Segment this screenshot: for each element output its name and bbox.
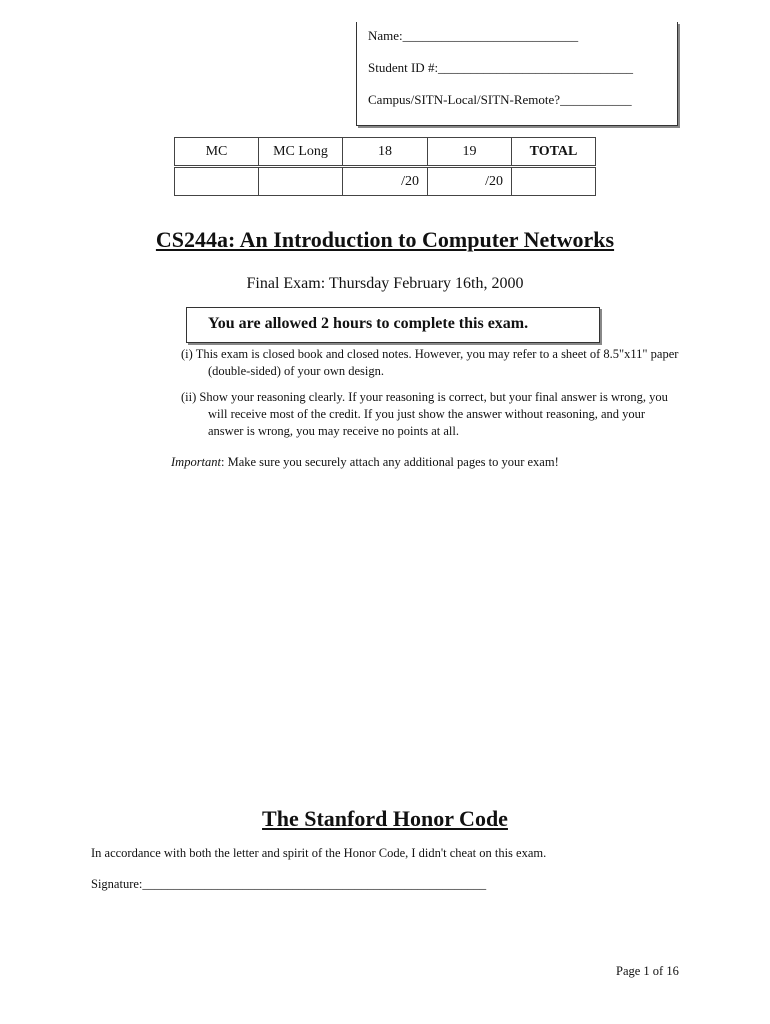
score-header-cell: 18 [343, 138, 428, 167]
campus-field[interactable]: Campus/SITN-Local/SITN-Remote?___________ [368, 92, 632, 107]
score-value-cell [259, 167, 343, 196]
time-allowed-box: You are allowed 2 hours to complete this exam. [186, 307, 600, 343]
student-info-box [356, 22, 678, 126]
page-number: Page 1 of 16 [616, 964, 679, 978]
score-header-cell: MC Long [259, 138, 343, 167]
important-note [171, 455, 559, 470]
name-field[interactable]: Name:___________________________ [368, 28, 579, 43]
rule-item: (ii) Show your reasoning clearly. If your reasoning is correct, but your final answer is wrong, you will receive most of the credit. If you just show the answer without reasoning, and your answer is wrong, you may receive no points at all. [181, 390, 668, 438]
score-value-cell: /20 [343, 167, 428, 196]
score-table [174, 137, 596, 196]
score-value-cell [512, 167, 596, 196]
signature-field[interactable]: Signature:_______________________________________________________ [91, 877, 487, 891]
score-header-cell: TOTAL [512, 138, 596, 167]
score-table-values-row [175, 167, 596, 196]
exam-subtitle: Final Exam: Thursday February 16th, 2000 [246, 275, 524, 292]
exam-title: CS244a: An Introduction to Computer Networks [155, 227, 615, 252]
score-header-cell: MC [175, 138, 259, 167]
student-id-field[interactable]: Student ID #:______________________________ [368, 60, 634, 75]
score-header-cell: 19 [428, 138, 512, 167]
rule-item: (i) This exam is closed book and closed notes. However, you may refer to a sheet of 8.5"x11" paper (double-sided) of your own design. [181, 347, 679, 378]
score-table-header-row [175, 138, 596, 167]
important-label: Important [171, 455, 221, 469]
honor-code-title: The Stanford Honor Code [262, 806, 508, 831]
score-value-cell [175, 167, 259, 196]
honor-code-statement: In accordance with both the letter and spirit of the Honor Code, I didn't cheat on this exam. [91, 846, 547, 860]
score-value-cell: /20 [428, 167, 512, 196]
important-text: : Make sure you securely attach any additional pages to your exam! [221, 455, 559, 469]
exam-rules [181, 346, 681, 449]
